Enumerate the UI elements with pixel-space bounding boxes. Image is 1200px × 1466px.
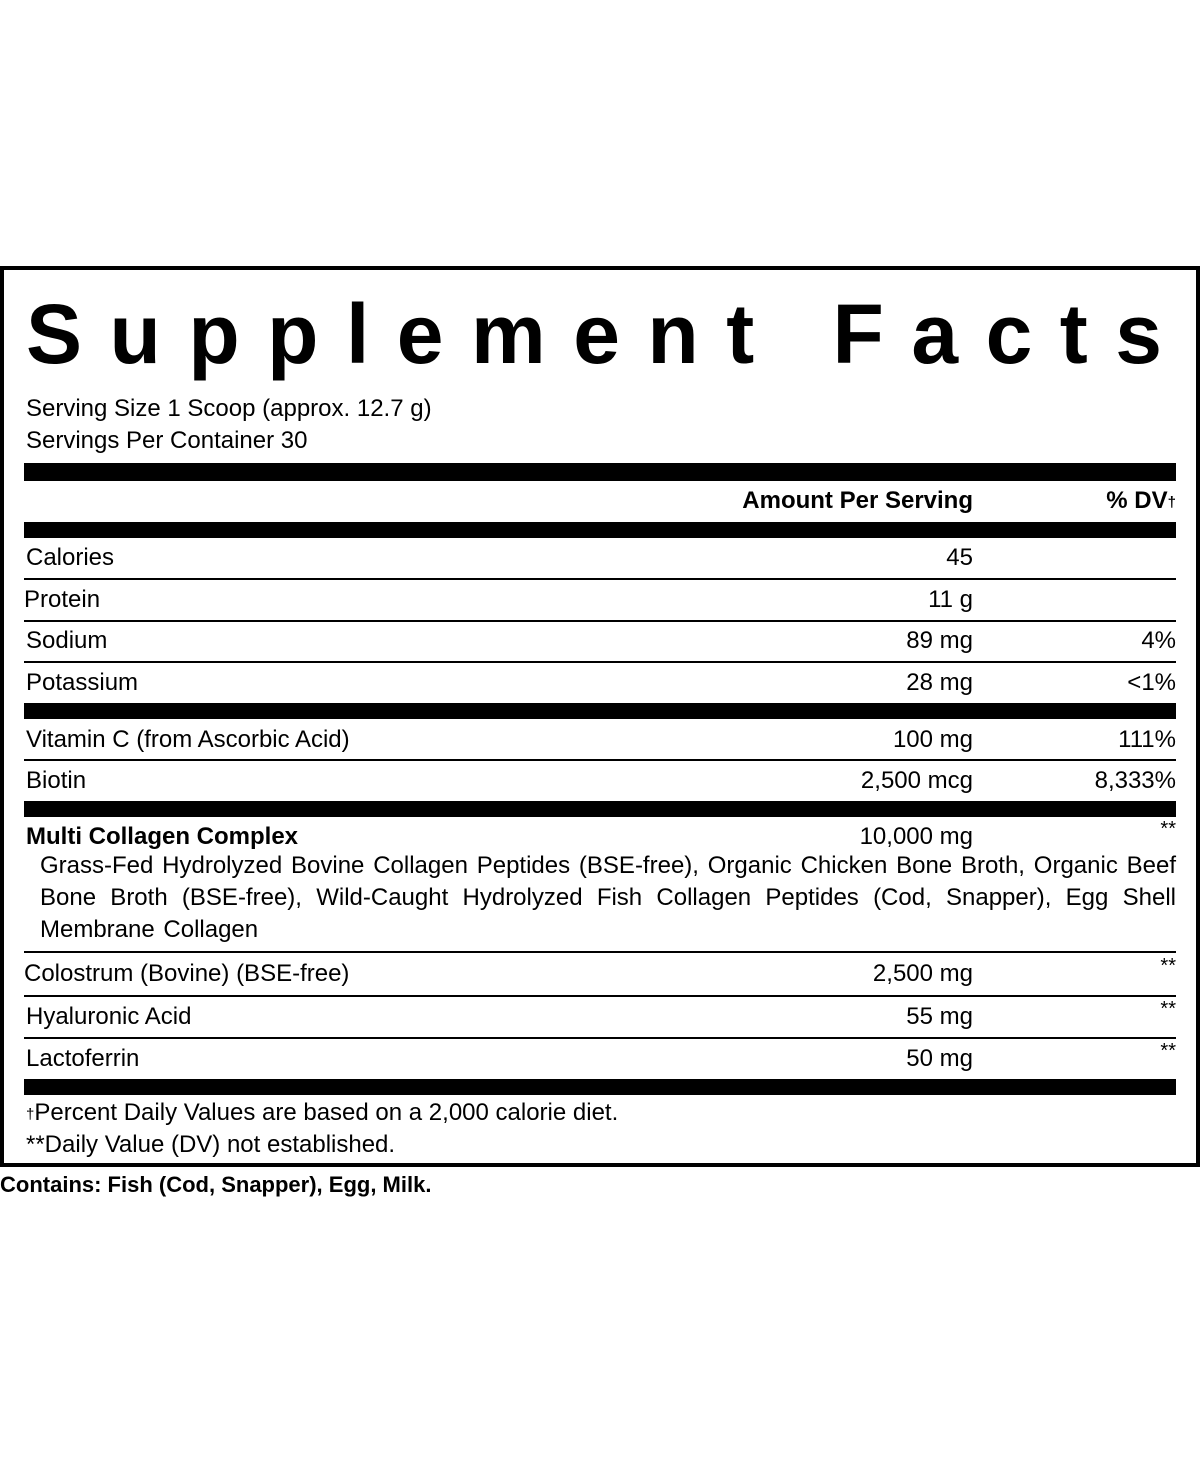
complex-name: Multi Collagen Complex [26, 823, 299, 850]
divider-thick [24, 463, 1176, 481]
nutrient-amount: 89 mg [906, 627, 973, 654]
nutrient-amount: 45 [946, 544, 973, 571]
nutrient-name: Calories [26, 544, 115, 571]
nutrient-name: Potassium [26, 669, 139, 696]
table-row [24, 997, 1176, 1037]
divider-thick [24, 522, 1176, 538]
vitamin-dv: 8,333% [1094, 767, 1176, 794]
ingredient-amount: 2,500 mg [872, 960, 973, 987]
table-row [24, 954, 1176, 994]
table-row [24, 720, 1176, 760]
servings-per-container: Servings Per Container 30 [26, 427, 308, 454]
complex-amount: 10,000 mg [859, 823, 973, 850]
dagger-mark: † [1167, 494, 1176, 511]
dagger-mark: † [26, 1106, 35, 1123]
ingredient-amount: 55 mg [906, 1003, 973, 1030]
table-row [24, 538, 1176, 578]
serving-size: Serving Size 1 Scoop (approx. 12.7 g) [26, 395, 432, 422]
footnote-percent-dv-text: Percent Daily Values are based on a 2,000 calorie diet. [34, 1099, 619, 1126]
allergen-statement: Contains: Fish (Cod, Snapper), Egg, Milk. [0, 1172, 432, 1197]
ingredient-amount: 50 mg [906, 1045, 973, 1072]
complex-sources: Grass-Fed Hydrolyzed Bovine Collagen Peptides (BSE-free), Organic Chicken Bone Broth, Organic Beef Bone Broth (BSE-free), Wild-Caught Hydrolyzed Fish Collagen Peptides (Cod, Snapper), Egg Shell Membrane Collagen [40, 852, 1176, 943]
vitamin-dv: 111% [1118, 726, 1176, 753]
supplement-facts-panel [0, 266, 1200, 1167]
complex-dv: ** [1160, 818, 1176, 840]
table-row [24, 621, 1176, 661]
vitamin-name: Biotin [26, 767, 87, 794]
nutrient-amount: 28 mg [906, 669, 973, 696]
divider-thick [24, 801, 1176, 817]
panel-title: Supplement Facts [26, 287, 1190, 381]
ingredient-name: Lactoferrin [26, 1045, 140, 1072]
divider-thick [24, 703, 1176, 719]
vitamin-name: Vitamin C (from Ascorbic Acid) [26, 726, 350, 753]
nutrient-name: Protein [24, 586, 101, 613]
divider-thick [24, 1079, 1176, 1095]
nutrient-amount: 11 g [928, 586, 973, 613]
ingredient-dv: ** [1160, 998, 1176, 1020]
ingredient-name: Colostrum (Bovine) (BSE-free) [24, 960, 350, 987]
nutrient-dv: 4% [1141, 627, 1176, 654]
ingredient-dv: ** [1160, 1040, 1176, 1062]
footnote-percent-dv [26, 1098, 618, 1128]
vitamin-amount: 2,500 mcg [860, 767, 973, 794]
table-row [24, 761, 1176, 801]
nutrient-dv: <1% [1127, 669, 1176, 696]
ingredient-dv: ** [1160, 955, 1176, 977]
dv-header-text: % DV [1106, 487, 1168, 514]
nutrient-name: Sodium [26, 627, 108, 654]
footnote-not-established: **Daily Value (DV) not established. [26, 1131, 396, 1158]
ingredient-name: Hyaluronic Acid [26, 1003, 192, 1030]
divider-thin [24, 951, 1176, 953]
dv-header [1106, 481, 1176, 521]
vitamin-amount: 100 mg [892, 726, 973, 753]
table-row [24, 1039, 1176, 1079]
table-row [24, 663, 1176, 703]
amount-header: Amount Per Serving [742, 487, 973, 514]
table-row [24, 580, 1176, 620]
column-header-row [24, 481, 1176, 521]
